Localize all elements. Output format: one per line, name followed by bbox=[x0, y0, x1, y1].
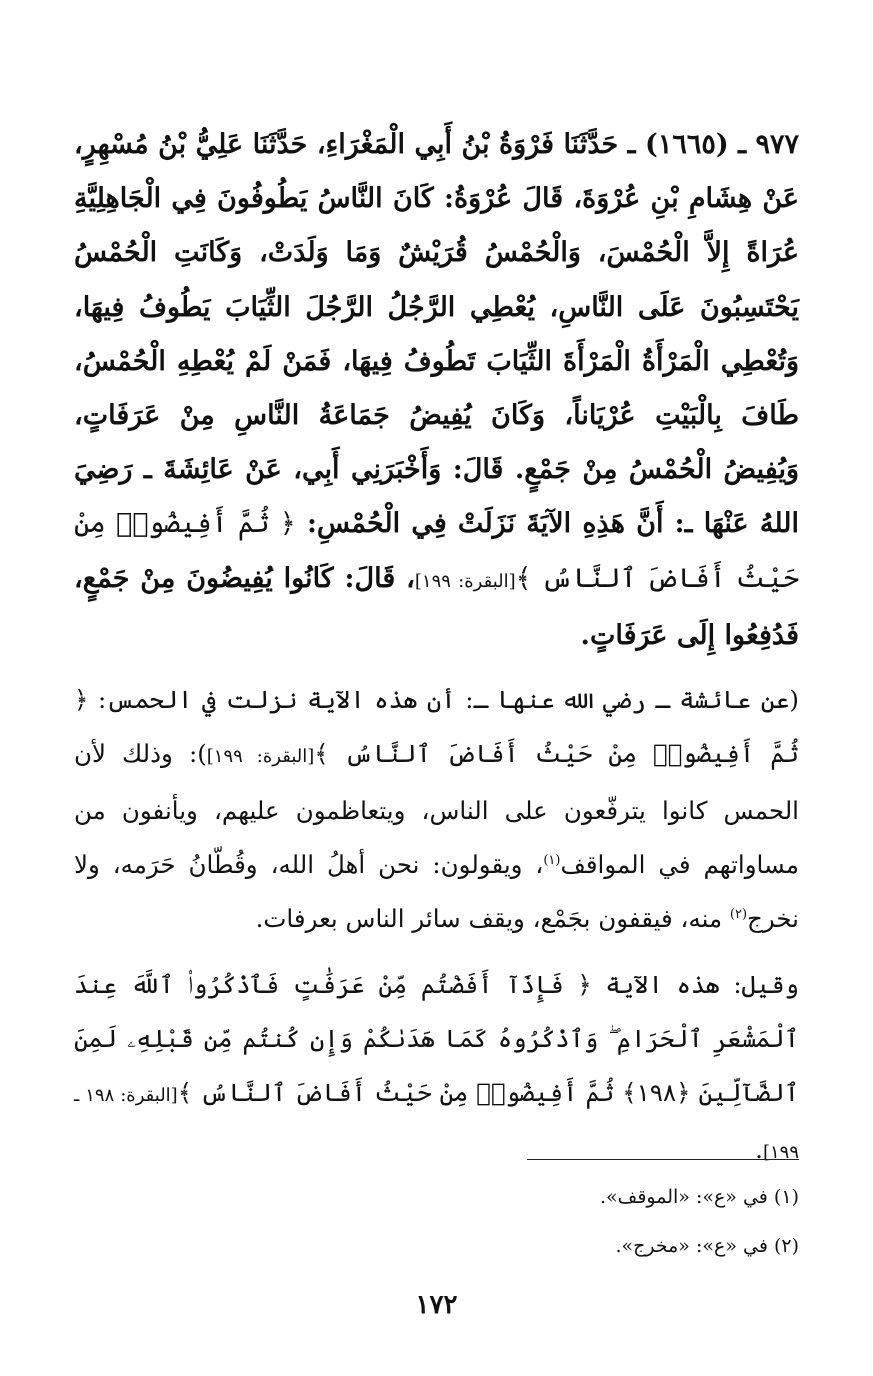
hadith-tail: ، قَالَ: كَانُوا يُفِيضُونَ مِنْ جَمْعٍ، فَدُفِعُوا إِلَى عَرَفَاتٍ. bbox=[74, 562, 799, 651]
main-text bbox=[74, 118, 799, 1180]
footnotes bbox=[600, 1181, 799, 1279]
quran-reference: [البقرة: ١٩٩] bbox=[414, 570, 516, 592]
hadith-text: ٩٧٧ ـ (١٦٦٥) ـ حَدَّثَنَا فَرْوَةُ بْنُ أَبِي الْمَغْرَاءِ، حَدَّثَنَا عَلِيُّ بْنُ مُسْهِرٍ، عَنْ هِشَامِ بْنِ عُرْوَةَ، قَالَ عُرْوَةُ: كَانَ النَّاسُ يَطُوفُونَ فِي الْجَاهِلِيَّةِ عُرَاةً إِلاَّ الْحُمْسَ، وَالْحُمْسُ قُرَيْشٌ وَمَا وَلَدَتْ، وَكَانَتِ الْحُمْسُ يَحْتَسِبُونَ عَلَى النَّاسِ، يُعْطِي الرَّجُلُ الرَّجُلَ الثِّيَابَ يَطُوفُ فِيهَا، وَتُعْطِي الْمَرْأَةُ الْمَرْأَةَ الثِّيَابَ تَطُوفُ فِيهَا، فَمَنْ لَمْ يُعْطِهِ الْحُمْسُ، طَافَ بِالْبَيْتِ عُرْيَاناً، وَكَانَ يُفِيضُ جَمَاعَةُ النَّاسِ مِنْ عَرَفَاتٍ، وَيُفِيضُ الْحُمْسُ مِنْ جَمْعٍ. قَالَ: وَأَخْبَرَنِي أَبِي، عَنْ عَائِشَةَ ـ رَضِيَ اللهُ عَنْهَا ـ: أَنَّ هَذِهِ الآيَةَ نَزَلَتْ فِي الْحُمْسِ: bbox=[74, 129, 800, 540]
commentary-text: منه، فيقفون بجَمْع، ويقف سائر الناس بعرفات. bbox=[255, 904, 730, 934]
commentary-paragraph-2 bbox=[74, 958, 799, 1180]
hadith-paragraph bbox=[74, 118, 799, 663]
footnote-divider bbox=[527, 1159, 799, 1160]
quran-quote: ﴿ ثُمَّ أَفِيضُوا۟ مِنْ حَيْثُ أَفَاضَ ٱلنَّاسُ ﴾ bbox=[74, 685, 799, 769]
footnote-1: (١) في «ع»: «الموقف». bbox=[600, 1186, 799, 1208]
quran-quote: ﴿ فَإِذَآ أَفَضْتُم مِّنْ عَرَفَٰتٍ فَٱذْكُرُوا۟ ٱللَّهَ عِندَ ٱلْمَشْعَرِ ٱلْحَرَامِ ۖ وَٱذْكُرُوهُ كَمَا هَدَىٰكُمْ وَإِن كُنتُم مِّن قَبْلِهِۦ لَمِنَ ٱلضَّآلِّينَ ﴿١٩٨﴾ ثُمَّ أَفِيضُوا۟ مِنْ حَيْثُ أَفَاضَ ٱلنَّاسُ ﴾ bbox=[74, 970, 799, 1108]
commentary-text: ): وذلك لأن الحمس كانوا يترفّعون على الناس، ويتعاظمون عليهم، ويأنفون من مساواتهم في المواقف bbox=[74, 739, 799, 880]
quran-quote: ﴿ ثُمَّ أَفِيضُوا۟ مِنْ حَيْثُ أَفَاضَ ٱلنَّاسُ ﴾ bbox=[74, 508, 800, 594]
commentary-text: (عن عائشة ـ رضي الله عنها ـ: أن هذه الآية نزلت في الحمس: bbox=[88, 685, 799, 715]
footnote-marker-1[interactable]: (١) bbox=[543, 852, 561, 868]
page-number: ١٧٢ bbox=[415, 1290, 458, 1320]
commentary-paragraph bbox=[74, 673, 799, 946]
commentary-tail: . bbox=[755, 1135, 763, 1165]
footnote-marker-2[interactable]: (٢) bbox=[729, 906, 748, 922]
quran-reference: [البقرة: ١٩٨ ـ ١٩٩] bbox=[74, 1085, 799, 1164]
quran-reference: [البقرة: ١٩٩] bbox=[206, 746, 315, 768]
commentary-text: وقيل: هذه الآية bbox=[591, 970, 800, 1000]
footnote-2: (٢) في «ع»: «مخرج». bbox=[615, 1235, 799, 1257]
commentary-text: ، ويقولون: نحن أهلُ الله، وقُطّانُ حَرَمه، ولا نخرج bbox=[74, 850, 799, 934]
